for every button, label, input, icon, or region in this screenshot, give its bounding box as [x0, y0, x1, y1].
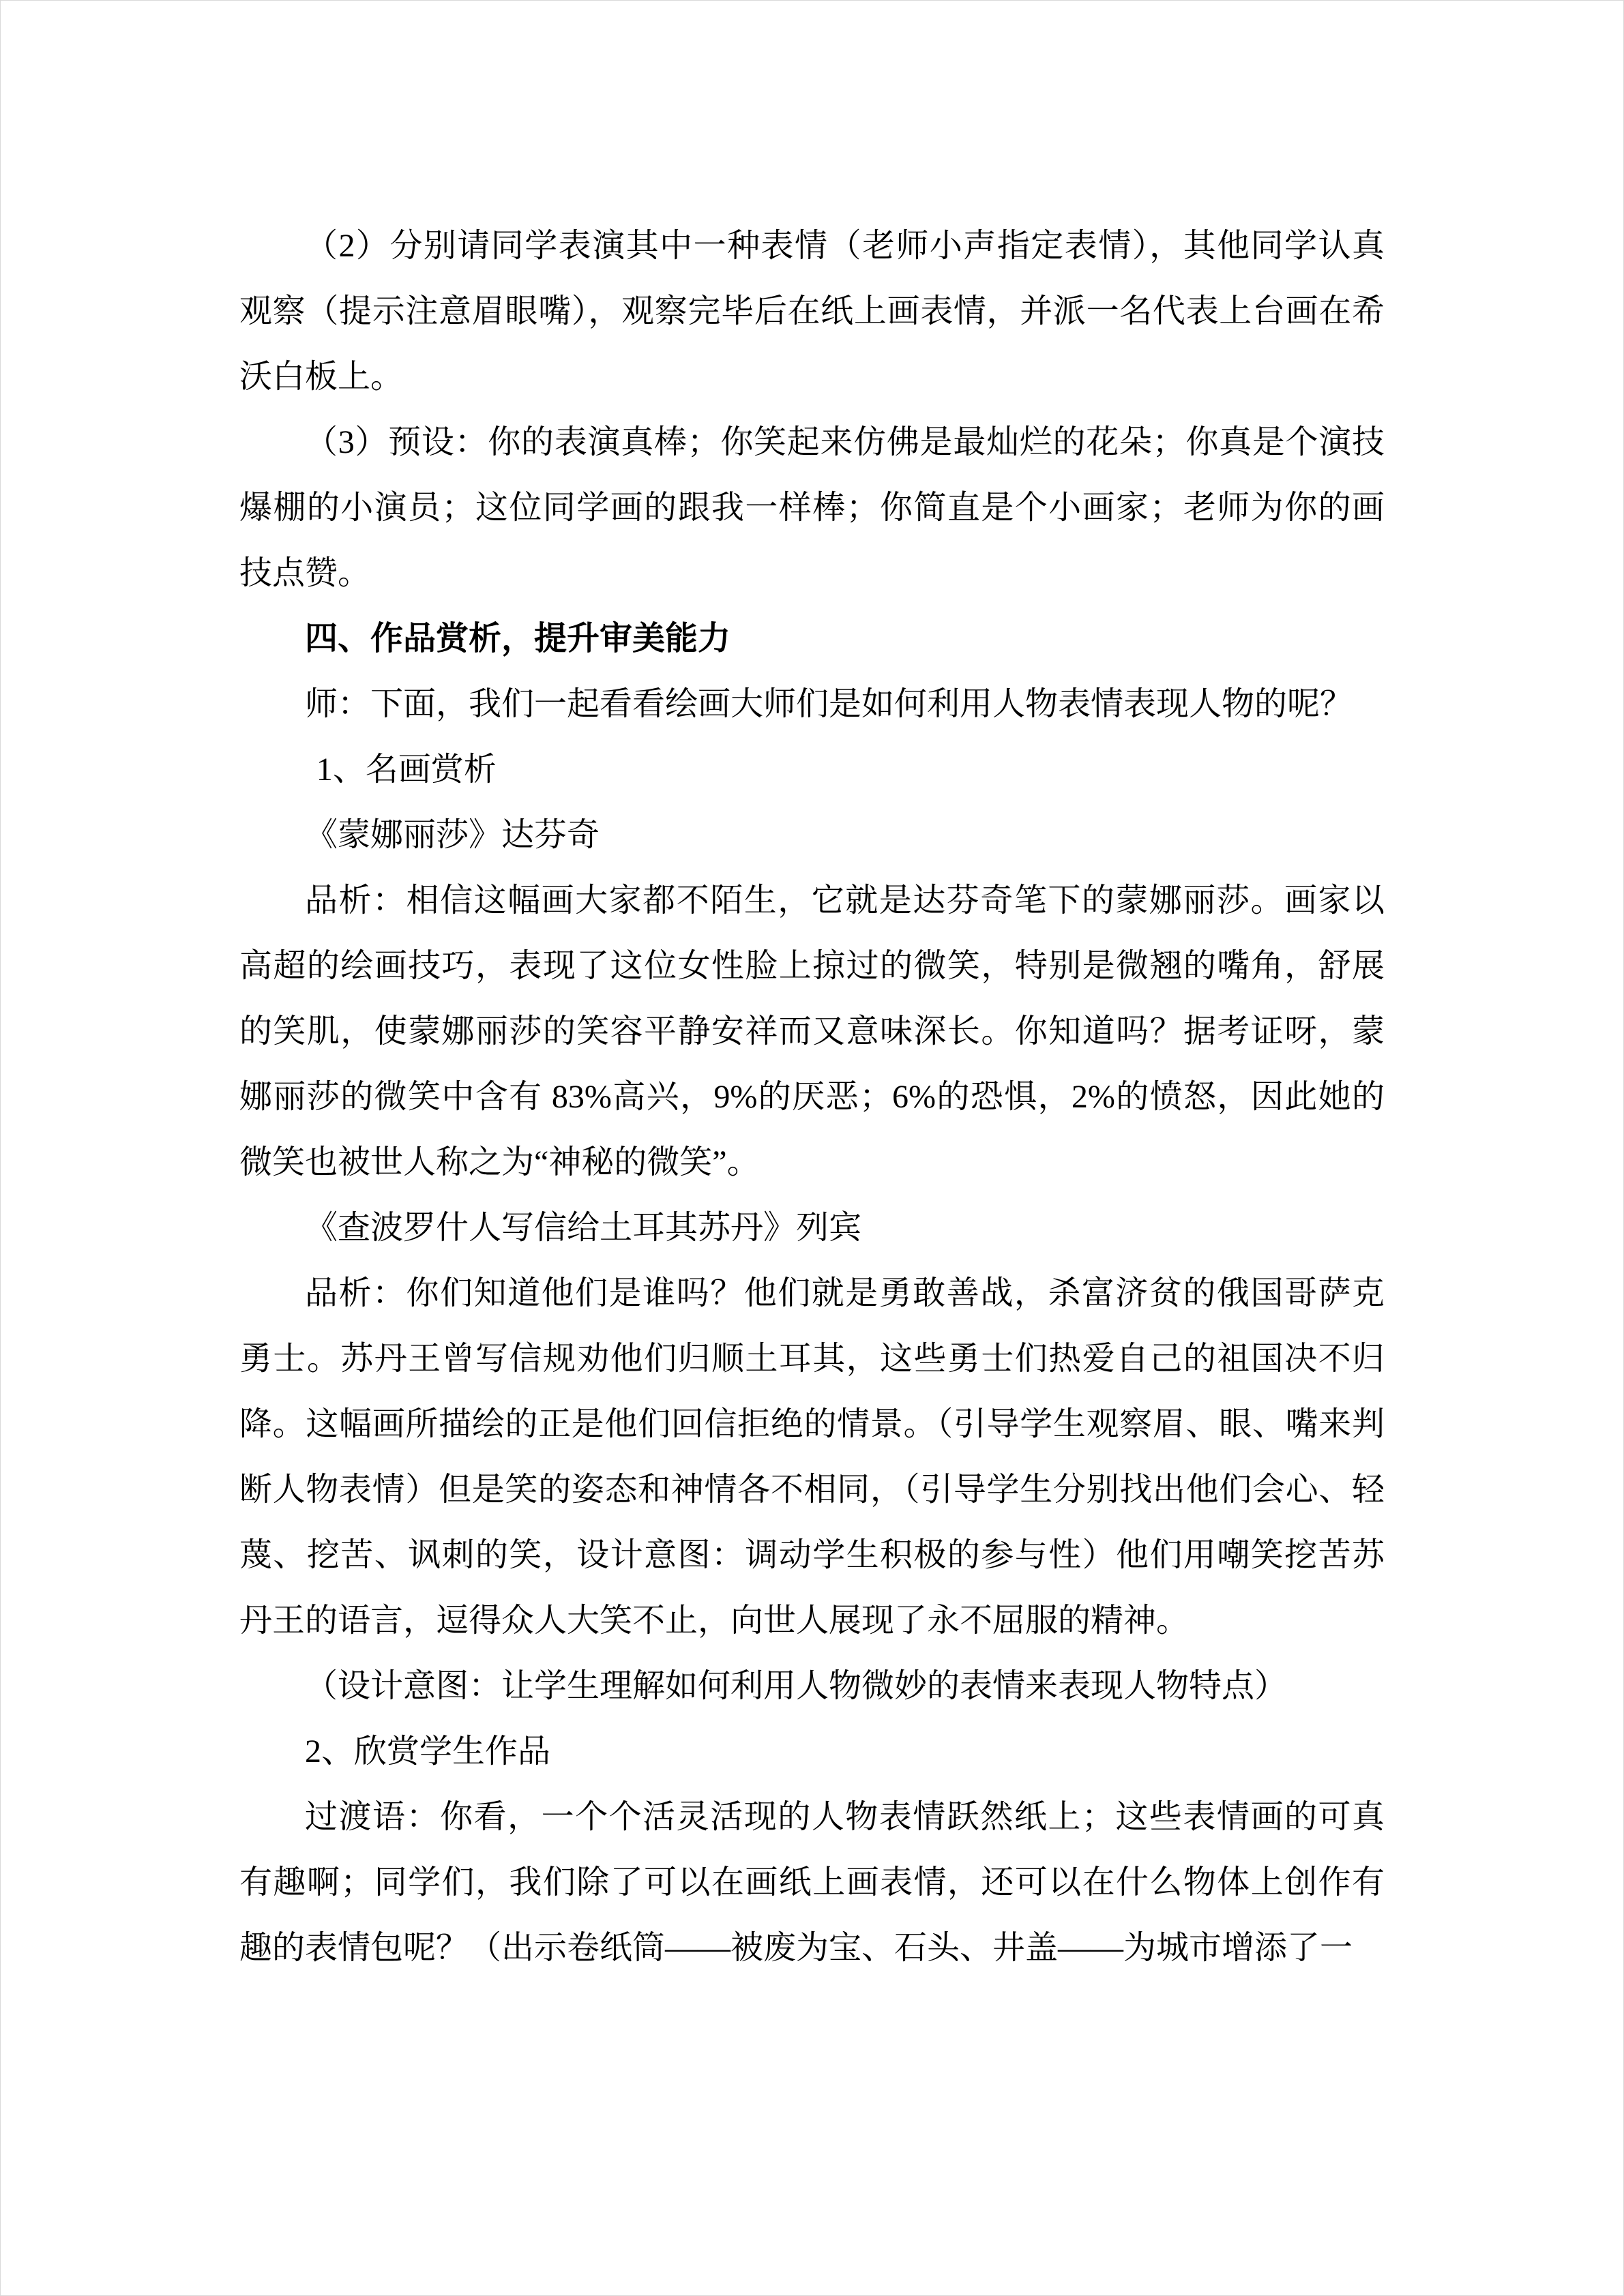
paragraph: 1、名画赏析 — [316, 751, 497, 788]
paragraph: 《蒙娜丽莎》达芬奇 — [305, 817, 600, 853]
paragraph: （2）分别请同学表演其中一种表情（老师小声指定表情），其他同学认真观察（提示注意眉眼嘴），观察完毕后在纸上画表情，并派一名代表上台画在希沃白板上。 — [239, 228, 1385, 395]
section-heading: 四、作品赏析，提升审美能力 — [305, 621, 731, 657]
paragraph: 过渡语：你看，一个个活灵活现的人物表情跃然纸上；这些表情画的可真有趣啊；同学们，我们除了可以在画纸上画表情，还可以在什么物体上创作有趣的表情包呢？（出示卷纸筒——被废为宝、石头、井盖——为城市增添了一 — [239, 1799, 1385, 1966]
paragraph: 2、欣赏学生作品 — [305, 1733, 551, 1770]
document-body — [239, 213, 1385, 1981]
paragraph: 《查波罗什人写信给土耳其苏丹》列宾 — [305, 1210, 862, 1246]
paragraph: 师：下面，我们一起看看绘画大师们是如何利用人物表情表现人物的呢？ — [305, 686, 1353, 722]
paragraph: 品析：你们知道他们是谁吗？他们就是勇敢善战，杀富济贫的俄国哥萨克勇士。苏丹王曾写信规劝他们归顺土耳其，这些勇士们热爱自己的祖国决不归降。这幅画所描绘的正是他们回信拒绝的情景。（引导学生观察眉、眼、嘴来判断人物表情）但是笑的姿态和神情各不相同，（引导学生分别找出他们会心、轻蔑、挖苦、讽刺的笑，设计意图：调动学生积极的参与性）他们用嘲笑挖苦苏丹王的语言，逗得众人大笑不止，向世人展现了永不屈服的精神。 — [239, 1275, 1385, 1639]
paragraph: 品析：相信这幅画大家都不陌生，它就是达芬奇笔下的蒙娜丽莎。画家以高超的绘画技巧，表现了这位女性脸上掠过的微笑，特别是微翘的嘴角，舒展的笑肌，使蒙娜丽莎的笑容平静安祥而又意味深长。你知道吗？据考证呀，蒙娜丽莎的微笑中含有 83%高兴，9%的厌恶；6%的恐惧，2%的愤怒，因此她的微笑也被世人称之为“神秘的微笑”。 — [239, 882, 1385, 1180]
paragraph: （3）预设：你的表演真棒；你笑起来仿佛是最灿烂的花朵；你真是个演技爆棚的小演员；这位同学画的跟我一样棒；你简直是个小画家；老师为你的画技点赞。 — [239, 424, 1385, 591]
paragraph: （设计意图：让学生理解如何利用人物微妙的表情来表现人物特点） — [305, 1668, 1288, 1704]
